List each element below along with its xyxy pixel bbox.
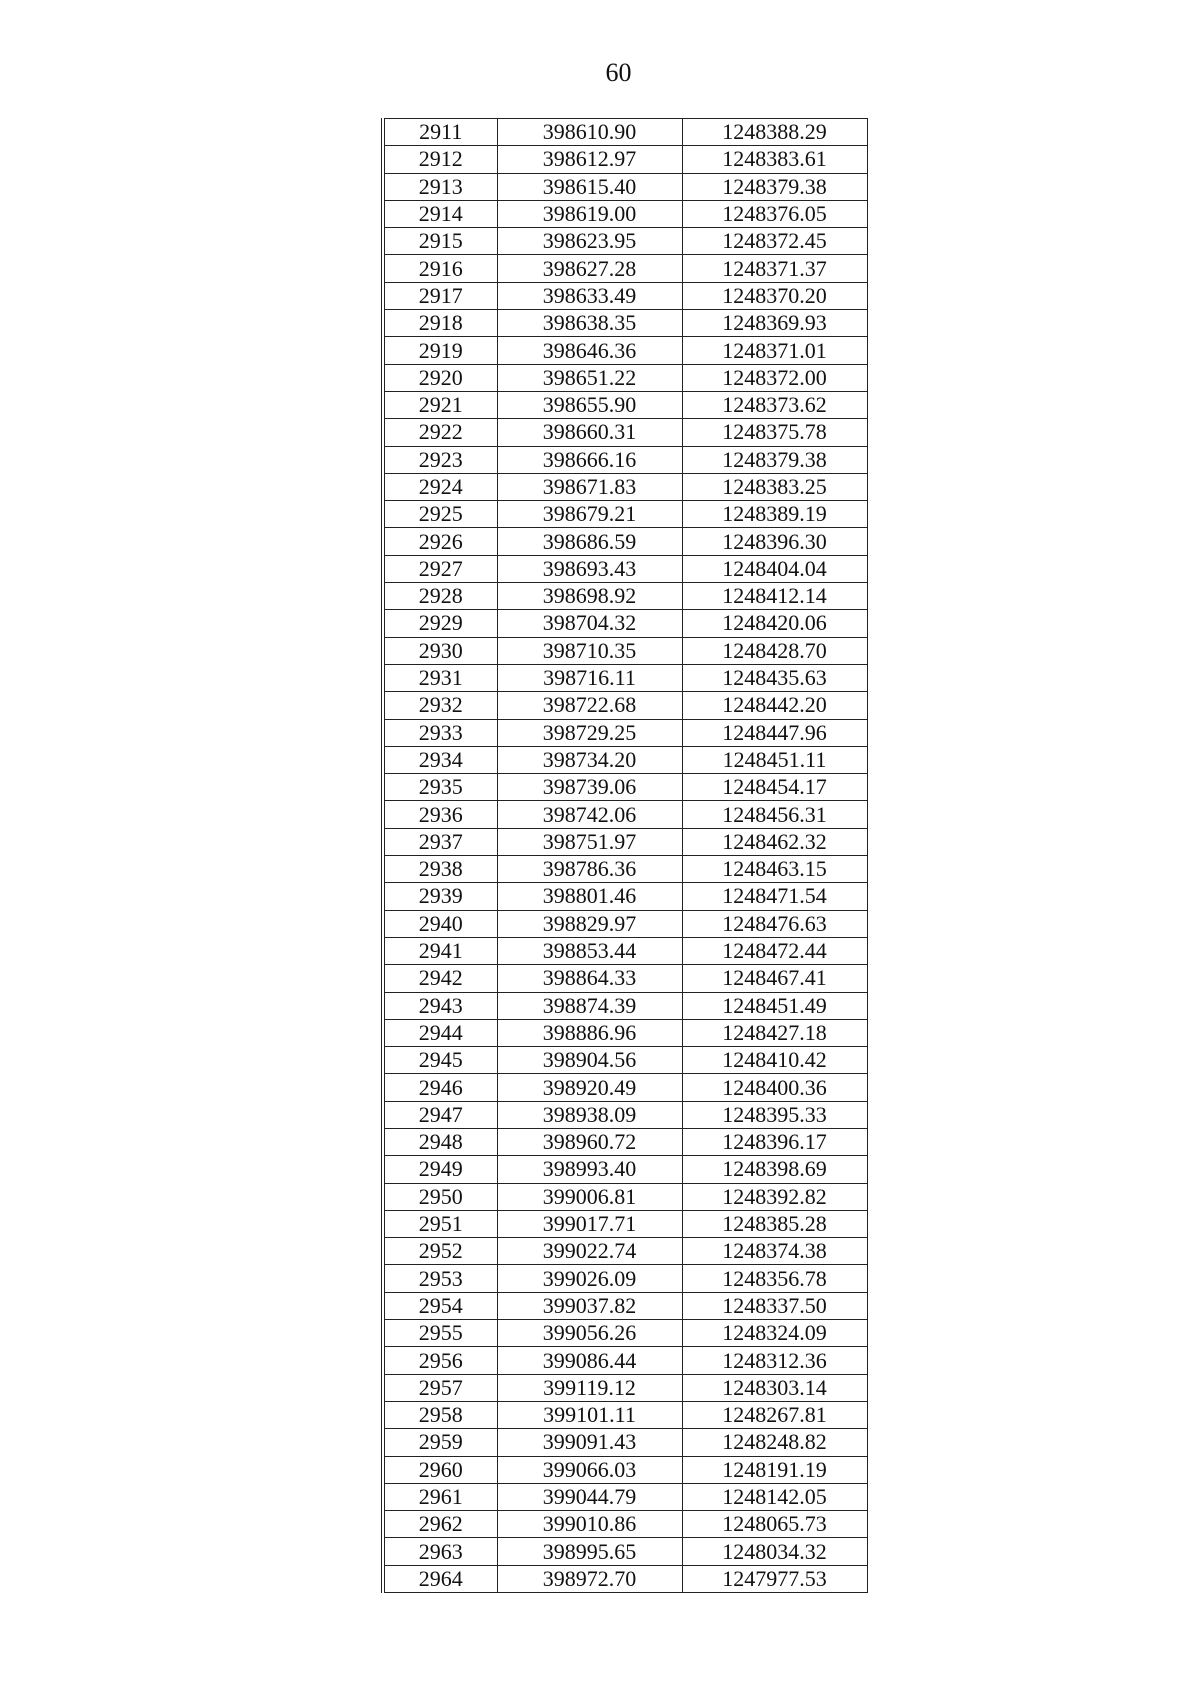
y-coordinate-cell: 1248370.20 <box>682 282 867 309</box>
point-number-cell: 2946 <box>383 1074 497 1101</box>
table-row <box>383 1565 867 1592</box>
table-row <box>383 1019 867 1046</box>
x-coordinate-cell: 398619.00 <box>497 200 682 227</box>
point-number-cell: 2954 <box>383 1292 497 1319</box>
x-coordinate-cell: 398864.33 <box>497 965 682 992</box>
x-coordinate-cell: 399017.71 <box>497 1210 682 1237</box>
point-number-cell: 2915 <box>383 228 497 255</box>
table-row <box>383 965 867 992</box>
y-coordinate-cell: 1248428.70 <box>682 637 867 664</box>
table-row <box>383 1238 867 1265</box>
y-coordinate-cell: 1248404.04 <box>682 555 867 582</box>
y-coordinate-cell: 1248400.36 <box>682 1074 867 1101</box>
table-row <box>383 937 867 964</box>
y-coordinate-cell: 1248462.32 <box>682 828 867 855</box>
table-row <box>383 1456 867 1483</box>
point-number-cell: 2930 <box>383 637 497 664</box>
point-number-cell: 2919 <box>383 337 497 364</box>
point-number-cell: 2947 <box>383 1101 497 1128</box>
table-row <box>383 173 867 200</box>
point-number-cell: 2917 <box>383 282 497 309</box>
coordinates-table <box>381 118 868 1593</box>
y-coordinate-cell: 1248376.05 <box>682 200 867 227</box>
x-coordinate-cell: 398615.40 <box>497 173 682 200</box>
y-coordinate-cell: 1248191.19 <box>682 1456 867 1483</box>
x-coordinate-cell: 399022.74 <box>497 1238 682 1265</box>
y-coordinate-cell: 1248379.38 <box>682 446 867 473</box>
x-coordinate-cell: 398874.39 <box>497 992 682 1019</box>
x-coordinate-cell: 398651.22 <box>497 364 682 391</box>
point-number-cell: 2931 <box>383 664 497 691</box>
x-coordinate-cell: 398972.70 <box>497 1565 682 1592</box>
table-row <box>383 1374 867 1401</box>
table-row <box>383 801 867 828</box>
x-coordinate-cell: 399091.43 <box>497 1429 682 1456</box>
y-coordinate-cell: 1248303.14 <box>682 1374 867 1401</box>
y-coordinate-cell: 1248356.78 <box>682 1265 867 1292</box>
x-coordinate-cell: 398704.32 <box>497 610 682 637</box>
y-coordinate-cell: 1248392.82 <box>682 1183 867 1210</box>
x-coordinate-cell: 399026.09 <box>497 1265 682 1292</box>
x-coordinate-cell: 398655.90 <box>497 391 682 418</box>
y-coordinate-cell: 1248388.29 <box>682 119 867 146</box>
y-coordinate-cell: 1248379.38 <box>682 173 867 200</box>
y-coordinate-cell: 1248427.18 <box>682 1019 867 1046</box>
y-coordinate-cell: 1248476.63 <box>682 910 867 937</box>
point-number-cell: 2958 <box>383 1401 497 1428</box>
point-number-cell: 2960 <box>383 1456 497 1483</box>
table-row <box>383 992 867 1019</box>
y-coordinate-cell: 1247977.53 <box>682 1565 867 1592</box>
point-number-cell: 2927 <box>383 555 497 582</box>
x-coordinate-cell: 399010.86 <box>497 1511 682 1538</box>
page-number: 60 <box>605 58 632 87</box>
x-coordinate-cell: 398801.46 <box>497 883 682 910</box>
y-coordinate-cell: 1248371.37 <box>682 255 867 282</box>
x-coordinate-cell: 399066.03 <box>497 1456 682 1483</box>
table-row <box>383 1292 867 1319</box>
x-coordinate-cell: 399056.26 <box>497 1320 682 1347</box>
point-number-cell: 2922 <box>383 419 497 446</box>
y-coordinate-cell: 1248065.73 <box>682 1511 867 1538</box>
x-coordinate-cell: 399086.44 <box>497 1347 682 1374</box>
point-number-cell: 2920 <box>383 364 497 391</box>
table-row <box>383 473 867 500</box>
point-number-cell: 2950 <box>383 1183 497 1210</box>
table-row <box>383 337 867 364</box>
table-row <box>383 528 867 555</box>
table-row <box>383 282 867 309</box>
y-coordinate-cell: 1248451.49 <box>682 992 867 1019</box>
coordinates-table-body <box>383 119 867 1593</box>
x-coordinate-cell: 398920.49 <box>497 1074 682 1101</box>
point-number-cell: 2962 <box>383 1511 497 1538</box>
point-number-cell: 2938 <box>383 856 497 883</box>
point-number-cell: 2941 <box>383 937 497 964</box>
x-coordinate-cell: 399037.82 <box>497 1292 682 1319</box>
x-coordinate-cell: 399101.11 <box>497 1401 682 1428</box>
point-number-cell: 2936 <box>383 801 497 828</box>
point-number-cell: 2937 <box>383 828 497 855</box>
point-number-cell: 2911 <box>383 119 497 146</box>
table-row <box>383 856 867 883</box>
y-coordinate-cell: 1248267.81 <box>682 1401 867 1428</box>
x-coordinate-cell: 398627.28 <box>497 255 682 282</box>
y-coordinate-cell: 1248396.17 <box>682 1128 867 1155</box>
table-row <box>383 364 867 391</box>
y-coordinate-cell: 1248472.44 <box>682 937 867 964</box>
x-coordinate-cell: 398993.40 <box>497 1156 682 1183</box>
x-coordinate-cell: 398686.59 <box>497 528 682 555</box>
point-number-cell: 2913 <box>383 173 497 200</box>
point-number-cell: 2914 <box>383 200 497 227</box>
y-coordinate-cell: 1248385.28 <box>682 1210 867 1237</box>
point-number-cell: 2951 <box>383 1210 497 1237</box>
point-number-cell: 2923 <box>383 446 497 473</box>
y-coordinate-cell: 1248324.09 <box>682 1320 867 1347</box>
point-number-cell: 2916 <box>383 255 497 282</box>
table-row <box>383 583 867 610</box>
x-coordinate-cell: 398633.49 <box>497 282 682 309</box>
point-number-cell: 2953 <box>383 1265 497 1292</box>
point-number-cell: 2952 <box>383 1238 497 1265</box>
y-coordinate-cell: 1248389.19 <box>682 501 867 528</box>
point-number-cell: 2939 <box>383 883 497 910</box>
x-coordinate-cell: 398666.16 <box>497 446 682 473</box>
table-row <box>383 746 867 773</box>
point-number-cell: 2934 <box>383 746 497 773</box>
y-coordinate-cell: 1248374.38 <box>682 1238 867 1265</box>
y-coordinate-cell: 1248248.82 <box>682 1429 867 1456</box>
table-row <box>383 255 867 282</box>
point-number-cell: 2963 <box>383 1538 497 1565</box>
table-row <box>383 1429 867 1456</box>
table-row <box>383 1347 867 1374</box>
point-number-cell: 2945 <box>383 1047 497 1074</box>
table-row <box>383 828 867 855</box>
x-coordinate-cell: 398960.72 <box>497 1128 682 1155</box>
point-number-cell: 2925 <box>383 501 497 528</box>
table-row <box>383 1183 867 1210</box>
y-coordinate-cell: 1248467.41 <box>682 965 867 992</box>
x-coordinate-cell: 398612.97 <box>497 146 682 173</box>
table-row <box>383 1156 867 1183</box>
y-coordinate-cell: 1248451.11 <box>682 746 867 773</box>
table-row <box>383 664 867 691</box>
point-number-cell: 2940 <box>383 910 497 937</box>
y-coordinate-cell: 1248142.05 <box>682 1483 867 1510</box>
x-coordinate-cell: 398739.06 <box>497 774 682 801</box>
x-coordinate-cell: 398710.35 <box>497 637 682 664</box>
y-coordinate-cell: 1248435.63 <box>682 664 867 691</box>
point-number-cell: 2959 <box>383 1429 497 1456</box>
point-number-cell: 2961 <box>383 1483 497 1510</box>
y-coordinate-cell: 1248420.06 <box>682 610 867 637</box>
table-row <box>383 637 867 664</box>
point-number-cell: 2933 <box>383 719 497 746</box>
table-row <box>383 719 867 746</box>
y-coordinate-cell: 1248396.30 <box>682 528 867 555</box>
table-row <box>383 419 867 446</box>
table-row <box>383 555 867 582</box>
x-coordinate-cell: 398904.56 <box>497 1047 682 1074</box>
x-coordinate-cell: 398722.68 <box>497 692 682 719</box>
table-row <box>383 774 867 801</box>
table-row <box>383 1047 867 1074</box>
y-coordinate-cell: 1248456.31 <box>682 801 867 828</box>
point-number-cell: 2957 <box>383 1374 497 1401</box>
y-coordinate-cell: 1248373.62 <box>682 391 867 418</box>
x-coordinate-cell: 398995.65 <box>497 1538 682 1565</box>
y-coordinate-cell: 1248375.78 <box>682 419 867 446</box>
table-row <box>383 1074 867 1101</box>
table-row <box>383 1320 867 1347</box>
x-coordinate-cell: 398693.43 <box>497 555 682 582</box>
table-row <box>383 228 867 255</box>
point-number-cell: 2932 <box>383 692 497 719</box>
y-coordinate-cell: 1248312.36 <box>682 1347 867 1374</box>
point-number-cell: 2935 <box>383 774 497 801</box>
table-row <box>383 610 867 637</box>
y-coordinate-cell: 1248371.01 <box>682 337 867 364</box>
table-row <box>383 200 867 227</box>
y-coordinate-cell: 1248463.15 <box>682 856 867 883</box>
x-coordinate-cell: 398698.92 <box>497 583 682 610</box>
y-coordinate-cell: 1248383.61 <box>682 146 867 173</box>
y-coordinate-cell: 1248369.93 <box>682 310 867 337</box>
point-number-cell: 2926 <box>383 528 497 555</box>
x-coordinate-cell: 398829.97 <box>497 910 682 937</box>
y-coordinate-cell: 1248442.20 <box>682 692 867 719</box>
y-coordinate-cell: 1248447.96 <box>682 719 867 746</box>
x-coordinate-cell: 398671.83 <box>497 473 682 500</box>
table-row <box>383 1101 867 1128</box>
table-row <box>383 910 867 937</box>
y-coordinate-cell: 1248454.17 <box>682 774 867 801</box>
point-number-cell: 2949 <box>383 1156 497 1183</box>
point-number-cell: 2942 <box>383 965 497 992</box>
y-coordinate-cell: 1248410.42 <box>682 1047 867 1074</box>
x-coordinate-cell: 398610.90 <box>497 119 682 146</box>
y-coordinate-cell: 1248471.54 <box>682 883 867 910</box>
x-coordinate-cell: 398938.09 <box>497 1101 682 1128</box>
y-coordinate-cell: 1248372.45 <box>682 228 867 255</box>
table-row <box>383 146 867 173</box>
table-row <box>383 1511 867 1538</box>
x-coordinate-cell: 398886.96 <box>497 1019 682 1046</box>
x-coordinate-cell: 398716.11 <box>497 664 682 691</box>
table-row <box>383 1483 867 1510</box>
x-coordinate-cell: 398734.20 <box>497 746 682 773</box>
y-coordinate-cell: 1248383.25 <box>682 473 867 500</box>
x-coordinate-cell: 398660.31 <box>497 419 682 446</box>
x-coordinate-cell: 398729.25 <box>497 719 682 746</box>
y-coordinate-cell: 1248337.50 <box>682 1292 867 1319</box>
table-row <box>383 310 867 337</box>
x-coordinate-cell: 398638.35 <box>497 310 682 337</box>
point-number-cell: 2943 <box>383 992 497 1019</box>
x-coordinate-cell: 398646.36 <box>497 337 682 364</box>
y-coordinate-cell: 1248398.69 <box>682 1156 867 1183</box>
x-coordinate-cell: 398786.36 <box>497 856 682 883</box>
point-number-cell: 2944 <box>383 1019 497 1046</box>
point-number-cell: 2956 <box>383 1347 497 1374</box>
table-row <box>383 446 867 473</box>
x-coordinate-cell: 399006.81 <box>497 1183 682 1210</box>
point-number-cell: 2924 <box>383 473 497 500</box>
table-row <box>383 501 867 528</box>
point-number-cell: 2918 <box>383 310 497 337</box>
x-coordinate-cell: 398623.95 <box>497 228 682 255</box>
y-coordinate-cell: 1248034.32 <box>682 1538 867 1565</box>
x-coordinate-cell: 399044.79 <box>497 1483 682 1510</box>
table-row <box>383 692 867 719</box>
point-number-cell: 2921 <box>383 391 497 418</box>
x-coordinate-cell: 399119.12 <box>497 1374 682 1401</box>
point-number-cell: 2948 <box>383 1128 497 1155</box>
point-number-cell: 2928 <box>383 583 497 610</box>
table-row <box>383 1128 867 1155</box>
table-row <box>383 391 867 418</box>
point-number-cell: 2912 <box>383 146 497 173</box>
table-row <box>383 1265 867 1292</box>
table-row <box>383 883 867 910</box>
y-coordinate-cell: 1248372.00 <box>682 364 867 391</box>
x-coordinate-cell: 398853.44 <box>497 937 682 964</box>
x-coordinate-cell: 398679.21 <box>497 501 682 528</box>
table-row <box>383 1538 867 1565</box>
x-coordinate-cell: 398742.06 <box>497 801 682 828</box>
y-coordinate-cell: 1248395.33 <box>682 1101 867 1128</box>
table-row <box>383 1401 867 1428</box>
point-number-cell: 2929 <box>383 610 497 637</box>
y-coordinate-cell: 1248412.14 <box>682 583 867 610</box>
point-number-cell: 2955 <box>383 1320 497 1347</box>
table-row <box>383 119 867 146</box>
x-coordinate-cell: 398751.97 <box>497 828 682 855</box>
point-number-cell: 2964 <box>383 1565 497 1592</box>
table-row <box>383 1210 867 1237</box>
